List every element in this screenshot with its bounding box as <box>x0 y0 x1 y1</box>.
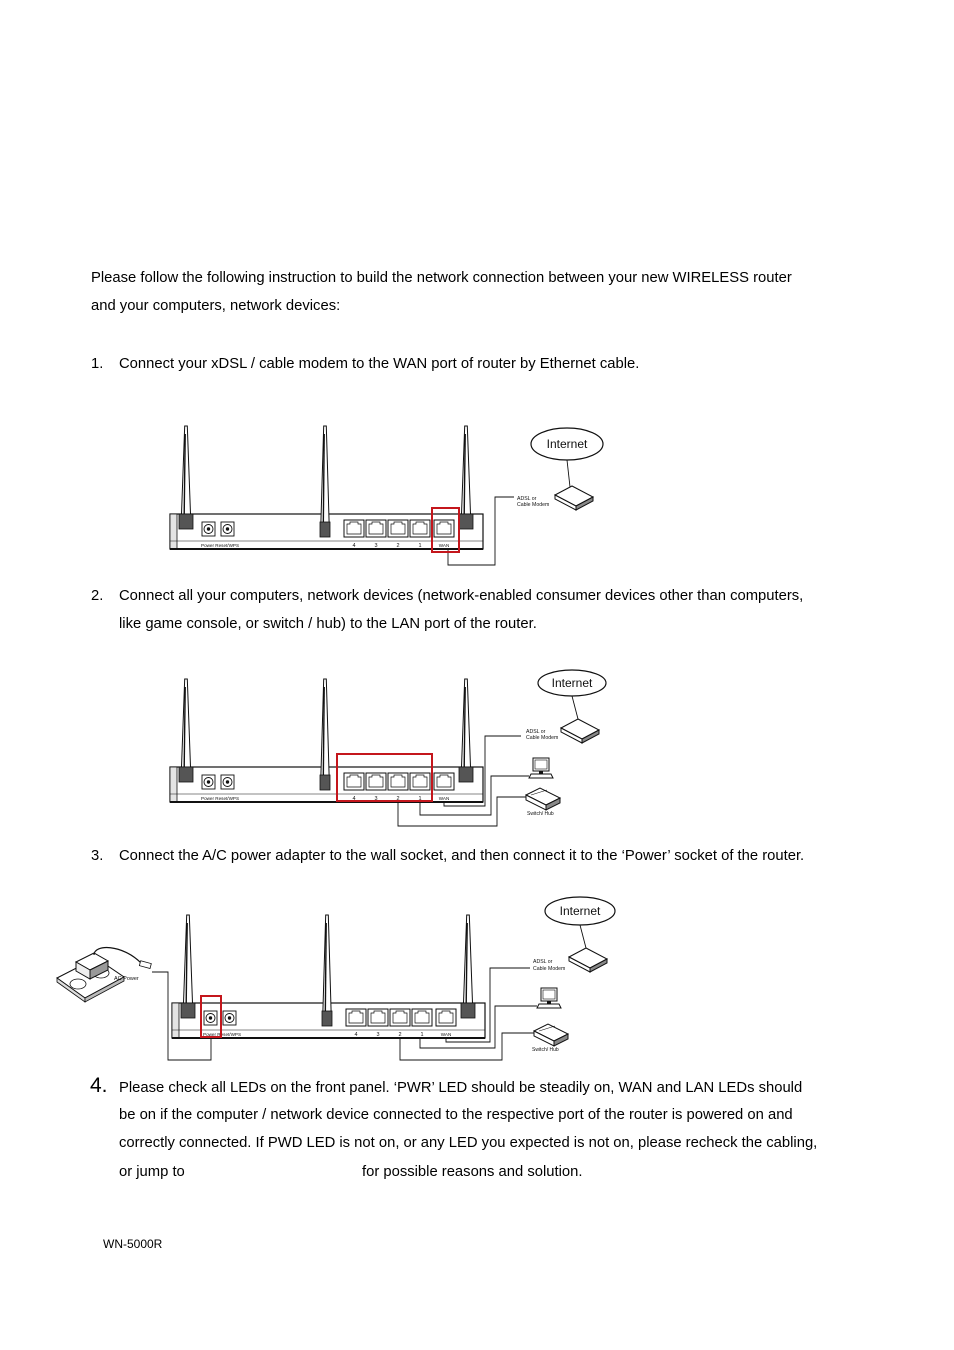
antenna-shading <box>186 923 187 1003</box>
step-3-text: Connect the A/C power adapter to the wall socket, and then connect it to the ‘Power’ socket of the router. <box>119 848 805 864</box>
power-pin <box>207 780 210 783</box>
antenna-mount <box>459 514 473 529</box>
modem-label: Cable Modem <box>526 735 559 741</box>
lan-port-socket <box>391 775 405 787</box>
wall-outlet <box>70 979 86 989</box>
antenna-shading <box>466 923 467 1003</box>
modem <box>555 486 593 510</box>
antenna <box>182 426 191 514</box>
switch-hub <box>534 1024 568 1046</box>
step-4-closing-text: for possible reasons and solution. <box>362 1164 583 1180</box>
port-number-label: 1 <box>418 796 422 802</box>
lan-port-socket <box>371 1011 385 1023</box>
intro-line-1: Please follow the following instruction to build the network connection between your new WIRELESS router <box>91 270 792 286</box>
wan-label: WAN <box>438 543 450 548</box>
antenna-shading <box>464 434 465 514</box>
port-number-label: 1 <box>418 543 422 549</box>
router-left-end <box>170 514 177 549</box>
antenna-shading <box>325 923 326 1025</box>
power-pin <box>209 1016 212 1019</box>
antenna-shading <box>184 687 185 767</box>
computer <box>529 758 553 778</box>
antenna-shading <box>184 434 185 514</box>
lan-port-socket <box>413 775 427 787</box>
antenna-mount <box>322 1011 332 1026</box>
antenna-mount <box>459 767 473 782</box>
antenna-mount <box>320 775 330 790</box>
antenna-mount <box>461 1003 475 1018</box>
modem-label: ADSL or <box>526 729 546 735</box>
port-number-label: 2 <box>396 796 400 802</box>
footer-model-name: WN-5000R <box>103 1237 163 1251</box>
internet-link <box>572 696 578 719</box>
port-number-label: 4 <box>354 1032 358 1038</box>
antenna <box>464 915 473 1003</box>
antenna-mount <box>179 767 193 782</box>
internet-link <box>567 460 570 487</box>
step-1-text: Connect your xDSL / cable modem to the WAN port of router by Ethernet cable. <box>119 356 640 372</box>
computer <box>537 988 561 1008</box>
step-4-jump-text: or jump to <box>119 1164 185 1180</box>
port-number-label: 2 <box>398 1032 402 1038</box>
antenna <box>462 426 471 514</box>
router <box>170 426 483 549</box>
port-number-label: 3 <box>374 796 378 802</box>
antenna-shading <box>323 687 324 789</box>
power-reset-label: Power Reset/WPS <box>203 1032 242 1037</box>
modem-label: ADSL or <box>533 959 553 965</box>
wan-label: WAN <box>440 1032 452 1037</box>
switch-hub-label: Switch/ Hub <box>527 811 554 817</box>
switch-hub-label: Switch/ Hub <box>532 1047 559 1053</box>
lan-port-socket <box>415 1011 429 1023</box>
computer-screen <box>543 990 555 999</box>
step-3-number: 3. <box>91 848 104 864</box>
step-4-number: 4. <box>90 1074 108 1097</box>
intro-line-2: and your computers, network devices: <box>91 298 341 314</box>
modem <box>569 948 607 972</box>
lan-port-socket <box>347 522 361 534</box>
antenna <box>182 679 191 767</box>
diagram-wan-connection <box>170 426 603 565</box>
port-number-label: 3 <box>374 543 378 549</box>
router-left-end <box>170 767 177 802</box>
diagram-lan-connection <box>170 670 606 826</box>
antenna-shading <box>323 434 324 536</box>
router <box>170 679 483 802</box>
internet-label: Internet <box>551 676 593 690</box>
power-pin <box>207 527 210 530</box>
internet-label: Internet <box>546 437 588 451</box>
computer-base <box>537 1004 561 1008</box>
diagram-power-connection <box>57 897 615 1060</box>
ac-power-label: AC Power <box>114 976 139 982</box>
lan-port-socket <box>413 522 427 534</box>
wan-label: WAN <box>438 796 450 801</box>
step-4-text-line-2: be on if the computer / network device connected to the respective port of the router is powered on and <box>119 1107 793 1123</box>
antenna <box>184 915 193 1003</box>
power-reset-label: Power Reset/WPS <box>201 796 240 801</box>
router <box>172 915 485 1038</box>
port-number-label: 2 <box>396 543 400 549</box>
router-left-end <box>172 1003 179 1038</box>
reset-wps-pin <box>228 1016 231 1019</box>
wan-port-socket <box>437 522 451 534</box>
antenna <box>323 915 332 1025</box>
antenna-mount <box>320 522 330 537</box>
antenna <box>321 426 330 536</box>
step-4-text-line-3: correctly connected. If PWD LED is not on, or any LED you expected is not on, please recheck the cabling, <box>119 1135 818 1151</box>
step-1-number: 1. <box>91 356 104 372</box>
step-2-number: 2. <box>91 588 104 604</box>
modem-label: Cable Modem <box>517 502 550 508</box>
power-plug <box>139 961 151 969</box>
wan-port-socket <box>437 775 451 787</box>
port-number-label: 1 <box>420 1032 424 1038</box>
internet-label: Internet <box>559 904 601 918</box>
computer-screen <box>535 760 547 769</box>
port-number-label: 3 <box>376 1032 380 1038</box>
lan-port-socket <box>349 1011 363 1023</box>
lan-port-socket <box>347 775 361 787</box>
reset-wps-pin <box>226 527 229 530</box>
port-number-label: 4 <box>352 543 356 549</box>
step-4-text-line-1: Please check all LEDs on the front panel. ‘PWR’ LED should be steadily on, WAN and LAN LEDs should <box>119 1080 803 1096</box>
wan-port-socket <box>439 1011 453 1023</box>
switch-hub <box>526 788 560 810</box>
step-2-text-line-2: like game console, or switch / hub) to the LAN port of the router. <box>119 616 537 632</box>
modem-label: ADSL or <box>517 496 537 502</box>
antenna-shading <box>464 687 465 767</box>
port-number-label: 4 <box>352 796 356 802</box>
step-2-text-line-1: Connect all your computers, network devices (network-enabled consumer devices other than computers, <box>119 588 804 604</box>
ac-adapter <box>57 948 151 1002</box>
internet-link <box>580 925 586 948</box>
lan-port-socket <box>391 522 405 534</box>
lan-port-socket <box>369 522 383 534</box>
reset-wps-pin <box>226 780 229 783</box>
computer-base <box>529 774 553 778</box>
antenna-mount <box>181 1003 195 1018</box>
lan-port-socket <box>393 1011 407 1023</box>
antenna-mount <box>179 514 193 529</box>
antenna <box>462 679 471 767</box>
antenna <box>321 679 330 789</box>
modem-label: Cable Modem <box>533 966 566 972</box>
power-reset-label: Power Reset/WPS <box>201 543 240 548</box>
modem <box>561 719 599 743</box>
lan-port-socket <box>369 775 383 787</box>
